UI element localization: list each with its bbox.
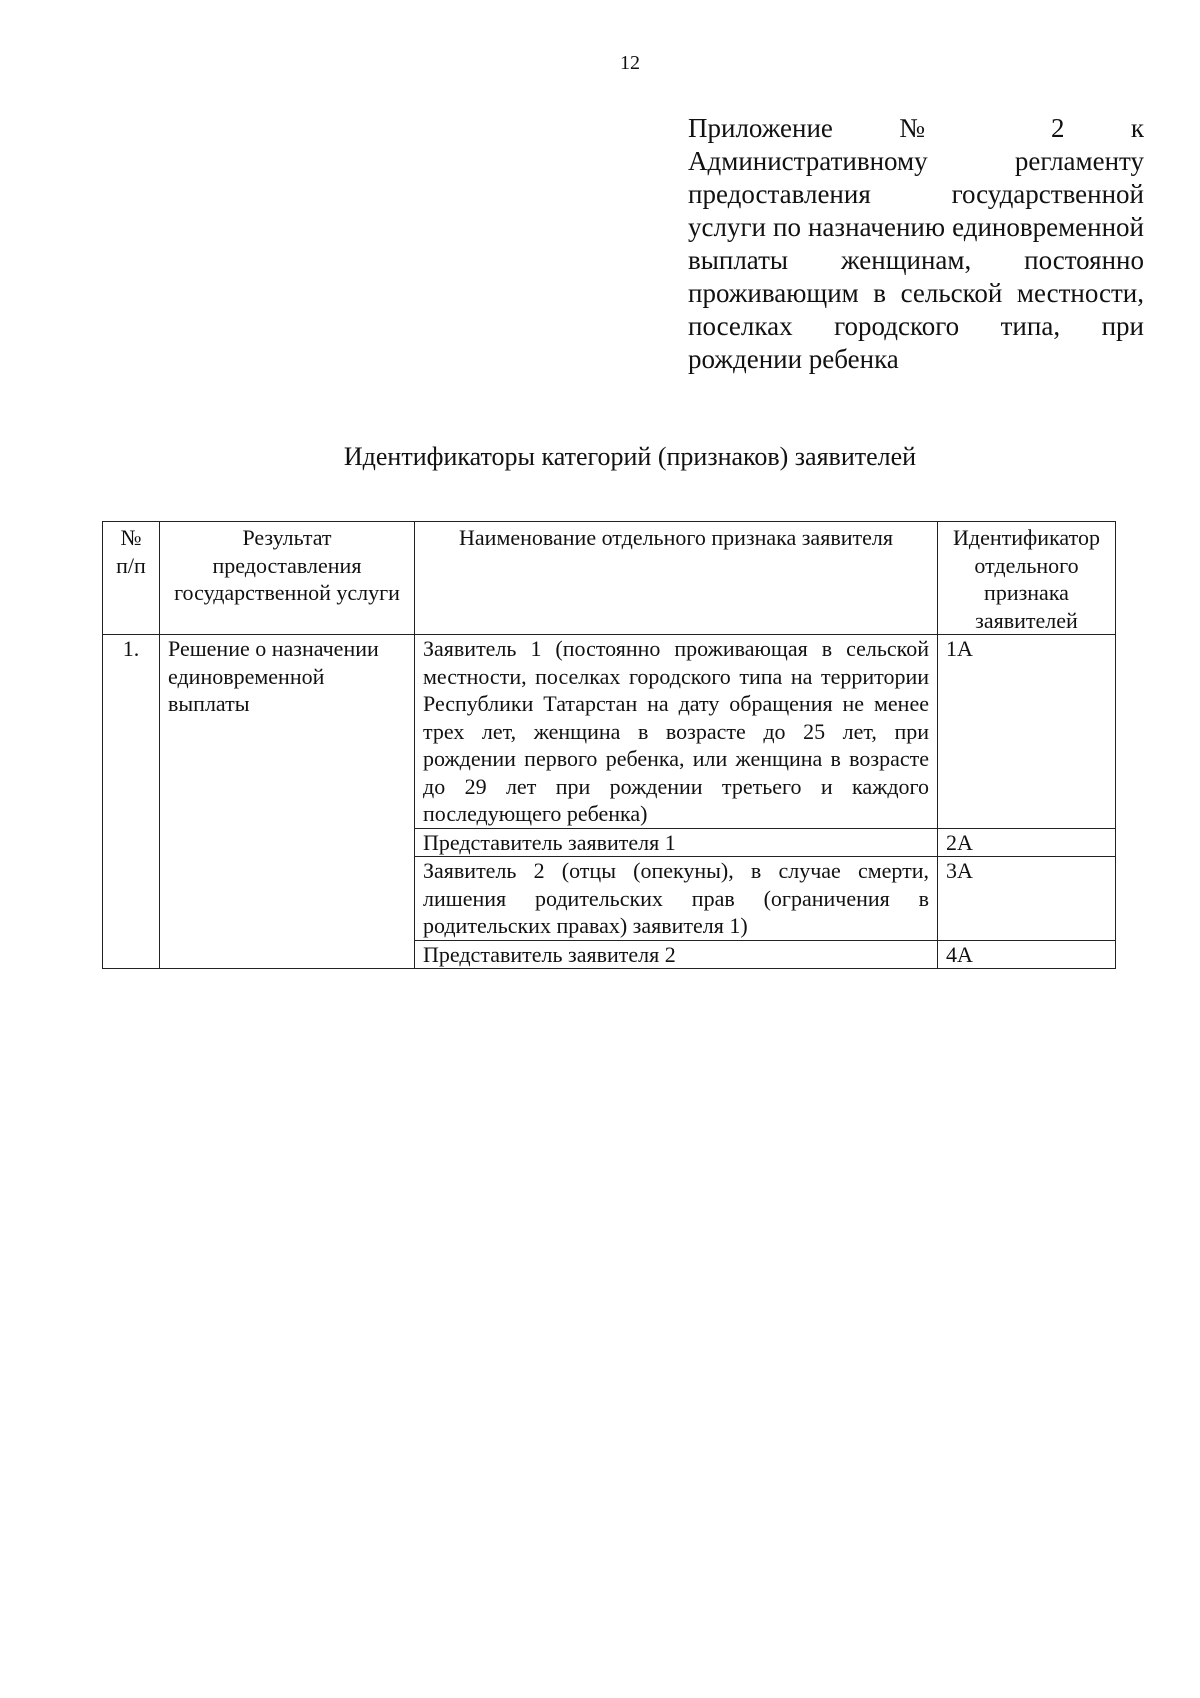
- applicant-name: Представитель заявителя 1: [415, 828, 938, 857]
- applicant-name: Представитель заявителя 2: [415, 940, 938, 969]
- applicant-id: 1А: [938, 635, 1116, 829]
- applicant-id: 4А: [938, 940, 1116, 969]
- header-identifier: Идентификатор отдельного признака заявителей: [938, 522, 1116, 635]
- row-number: 1.: [103, 635, 160, 969]
- identifiers-table: [102, 521, 1116, 969]
- header-result: Результат предоставления государственной услуги: [160, 522, 415, 635]
- table-header-row: [103, 522, 1116, 635]
- appendix-note: Приложение № 2 к Административному регламенту предоставления государственной услуги по назначению единовременной выплаты женщинам, постоянно проживающим в сельской местности, поселках городского типа, при рождении ребенка: [688, 113, 1144, 374]
- applicant-name: Заявитель 1 (постоянно проживающая в сельской местности, поселках городского типа на территории Республики Татарстан на дату обращения не менее трех лет, женщина в возрасте до 25 лет, при рождении первого ребенка, или женщина в возрасте до 29 лет при рождении третьего и каждого последующего ребенка): [415, 635, 938, 829]
- header-name: Наименование отдельного признака заявителя: [415, 522, 938, 635]
- applicant-name: Заявитель 2 (отцы (опекуны), в случае смерти, лишения родительских прав (ограничения в родительских правах) заявителя 1): [415, 857, 938, 941]
- applicant-id: 3А: [938, 857, 1116, 941]
- applicant-id: 2А: [938, 828, 1116, 857]
- header-num: № п/п: [103, 522, 160, 635]
- row-result: Решение о назначении единовременной выплаты: [160, 635, 415, 969]
- table-row: [103, 635, 1116, 829]
- page-number: 12: [620, 52, 640, 74]
- document-title: Идентификаторы категорий (признаков) заявителей: [343, 442, 917, 471]
